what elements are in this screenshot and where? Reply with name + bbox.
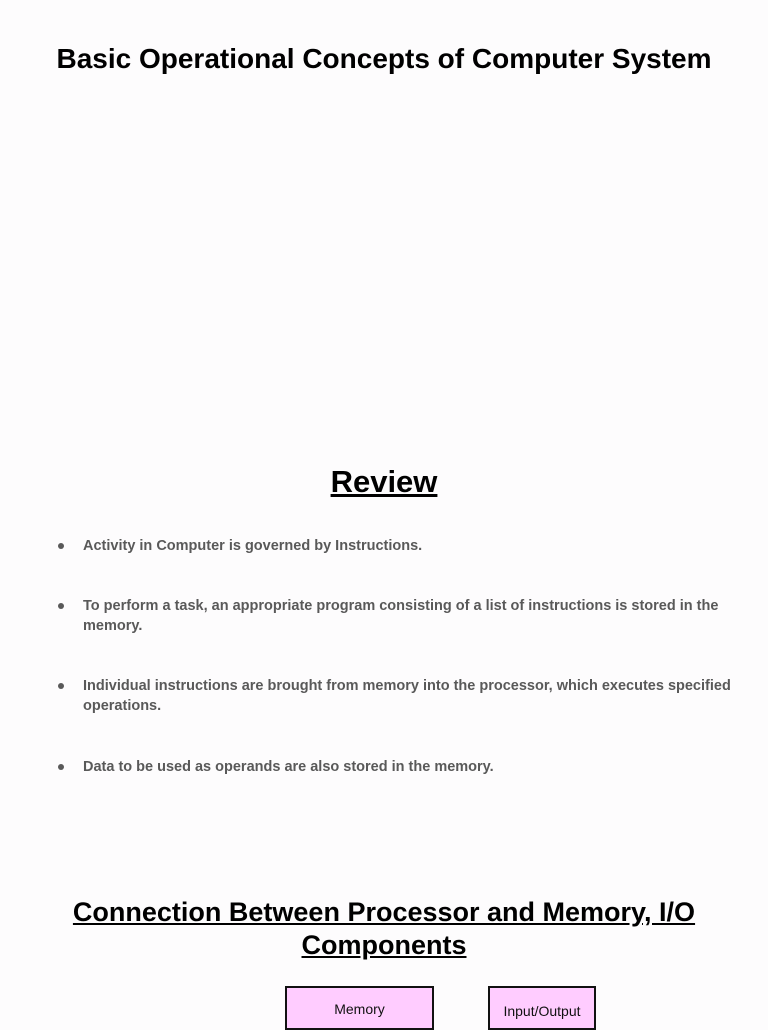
review-bullet-item [56,596,746,636]
review-bullet-text: To perform a task, an appropriate program consisting of a list of instructions is stored in the memory. [83,598,719,634]
review-bullet-item [56,676,746,716]
bullet-icon [58,603,64,609]
review-bullet-item [56,536,746,556]
review-bullet-item [56,757,746,777]
bullet-icon [58,683,64,689]
input-output-block-label: Input/Output [503,1003,581,1019]
review-bullet-text: Activity in Computer is governed by Instructions. [83,538,423,554]
review-heading: Review [330,464,438,499]
page-title: Basic Operational Concepts of Computer System [56,43,712,74]
bullet-icon [58,543,64,549]
memory-block-label: Memory [334,1001,385,1017]
diagram-heading: Connection Between Processor and Memory, I/O Components [72,897,696,960]
review-bullet-text: Data to be used as operands are also stored in the memory. [83,759,494,775]
input-output-block [488,986,596,1030]
memory-block [285,986,434,1030]
review-bullet-list [56,536,746,777]
bullet-icon [58,764,64,770]
review-bullet-text: Individual instructions are brought from memory into the processor, which executes specified operations. [83,678,731,714]
